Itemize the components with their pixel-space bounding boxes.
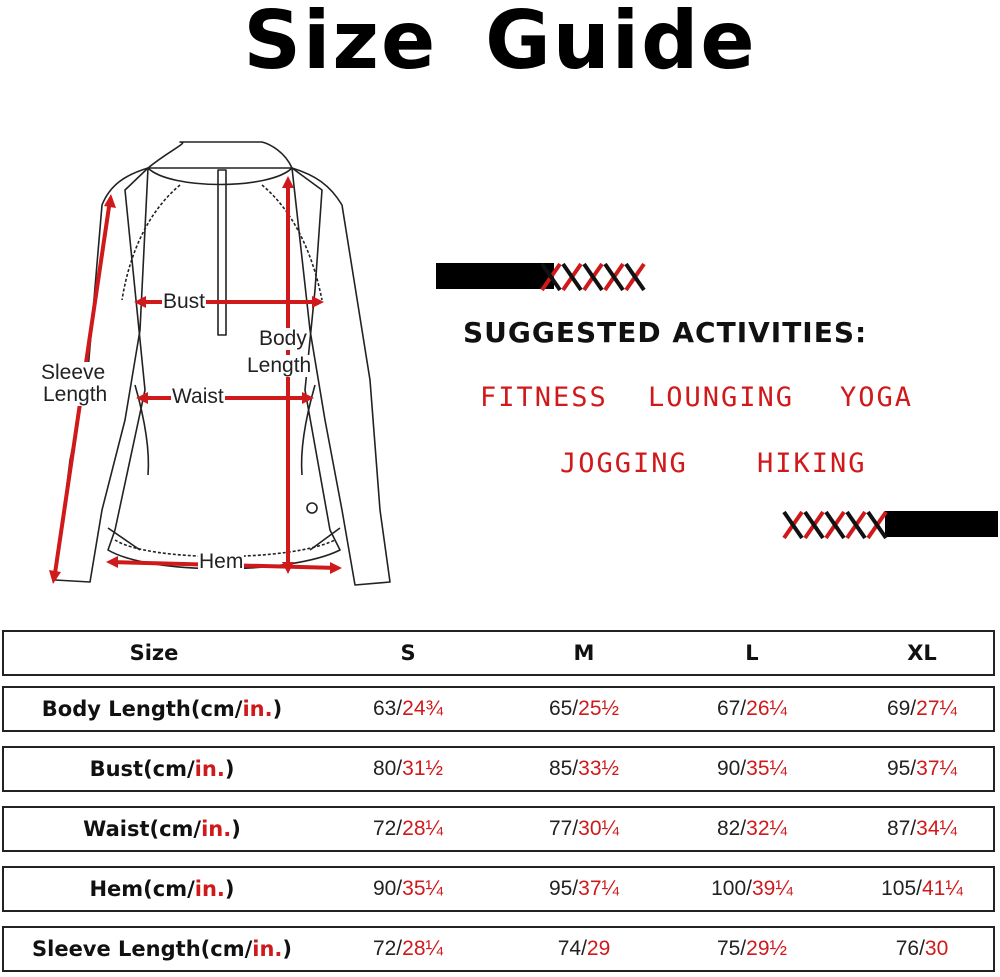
measurement-label-suffix: ): [224, 877, 235, 901]
stitch-x-icon: [563, 264, 581, 290]
activity-lounging: LOUNGING: [648, 382, 795, 413]
measurement-label-prefix: Sleeve Length(cm/: [32, 937, 253, 961]
activity-hiking: HIKING: [757, 448, 867, 479]
size-table-row: [2, 686, 995, 732]
inch-value: 28¼: [402, 817, 444, 840]
size-table-row: [2, 746, 995, 792]
cm-value: 67/: [716, 697, 747, 720]
measurement-label-unit: in.: [194, 757, 225, 781]
stitch-x-icon: [826, 512, 844, 538]
size-value-cell: [664, 688, 840, 730]
sleeve-length-label-top: Sleeve: [41, 361, 106, 384]
stitch-x-icon: [626, 264, 644, 290]
cm-value: 72/: [372, 937, 403, 960]
inch-value: 32¼: [746, 817, 788, 840]
cm-value: 75/: [716, 937, 747, 960]
measurement-label: [4, 868, 320, 910]
measurement-label-suffix: ): [224, 757, 235, 781]
inch-value: 37¼: [916, 757, 958, 780]
garment-diagram: [30, 130, 410, 600]
size-value-cell: [320, 928, 496, 970]
measurement-label-prefix: Bust(cm/: [89, 757, 195, 781]
measurement-label-unit: in.: [252, 937, 283, 961]
size-value-cell: [664, 748, 840, 790]
size-value-cell: [664, 808, 840, 850]
activity-fitness: FITNESS: [480, 382, 608, 413]
inch-value: 31½: [402, 757, 444, 780]
measurement-label: [4, 688, 320, 730]
size-value-cell: [834, 748, 1000, 790]
stitch-x-icon: [605, 264, 623, 290]
inch-value: 41¼: [922, 877, 963, 900]
cm-value: 80/: [372, 757, 403, 780]
size-value-cell: [496, 808, 672, 850]
cm-value: 77/: [548, 817, 579, 840]
size-value-cell: [496, 748, 672, 790]
size-value-cell: [834, 928, 1000, 970]
size-value-cell: [320, 748, 496, 790]
body-length-label-top: Body: [259, 327, 307, 350]
stitch-x-icon: [847, 512, 865, 538]
hem-label: Hem: [199, 550, 244, 573]
size-table-row: [2, 806, 995, 852]
inch-value: 34¼: [916, 817, 958, 840]
cm-value: 95/: [548, 877, 579, 900]
activity-jogging: JOGGING: [560, 448, 688, 479]
inch-value: 33½: [578, 757, 620, 780]
stitch-x-icon: [868, 512, 886, 538]
activities-heading: SUGGESTED ACTIVITIES:: [463, 316, 868, 349]
inch-value: 24¾: [402, 697, 444, 720]
measurement-label-unit: in.: [201, 817, 232, 841]
measurement-label-prefix: Body Length(cm/: [41, 697, 243, 721]
size-table-row: [2, 866, 995, 912]
cm-value: 100/: [711, 877, 752, 900]
stitch-x-icon: [805, 512, 823, 538]
inch-value: 37¼: [578, 877, 620, 900]
stitch-x-icon: [584, 264, 602, 290]
inch-value: 30¼: [578, 817, 620, 840]
bottom-stitch-bar-decoration: [780, 508, 1000, 542]
size-value-cell: [496, 688, 672, 730]
cm-value: 74/: [557, 937, 587, 960]
waist-label: Waist: [172, 385, 224, 408]
size-value-cell: [664, 928, 840, 970]
measurement-label-suffix: ): [231, 817, 241, 841]
sleeve-length-label-bottom: Length: [43, 383, 108, 406]
size-value-cell: [664, 868, 840, 910]
measurement-label-suffix: ): [282, 937, 292, 961]
measurement-label: [4, 808, 320, 850]
size-value-cell: [320, 868, 496, 910]
inch-value: 25½: [578, 697, 620, 720]
cm-value: 105/: [881, 877, 922, 900]
size-value-cell: [834, 688, 1000, 730]
cm-value: 76/: [895, 937, 925, 960]
measurement-label-prefix: Waist(cm/: [83, 817, 202, 841]
size-value-cell: [834, 808, 1000, 850]
measurement-label-unit: in.: [194, 877, 225, 901]
cm-value: 95/: [886, 757, 917, 780]
cm-value: 85/: [548, 757, 579, 780]
cm-value: 90/: [716, 757, 747, 780]
inch-value: 28¼: [402, 937, 444, 960]
size-header-label: Size: [129, 641, 179, 665]
inch-value: 27¼: [916, 697, 958, 720]
inch-value: 39¼: [752, 877, 793, 900]
inch-value: 29½: [746, 937, 788, 960]
measurement-label-suffix: ): [272, 697, 283, 721]
activity-yoga: YOGA: [840, 382, 914, 413]
inch-value: 35¼: [402, 877, 444, 900]
size-header-s: S: [400, 641, 416, 665]
size-header-xl: XL: [907, 641, 937, 665]
measurement-label: [4, 748, 320, 790]
size-value-cell: [320, 688, 496, 730]
bust-label: Bust: [163, 290, 206, 313]
cm-value: 87/: [886, 817, 917, 840]
cm-value: 82/: [716, 817, 747, 840]
inch-value: 26¼: [746, 697, 788, 720]
page-title: Size Guide: [243, 0, 757, 87]
body-length-label-bottom: Length: [247, 354, 312, 377]
size-table-header-row: [2, 630, 995, 676]
inch-value: 35¼: [746, 757, 788, 780]
size-value-cell: [320, 808, 496, 850]
size-header-m: M: [573, 641, 595, 665]
measurement-label: [4, 928, 320, 970]
cm-value: 90/: [372, 877, 403, 900]
size-table-row: [2, 926, 995, 972]
cm-value: 63/: [372, 697, 403, 720]
cm-value: 65/: [548, 697, 579, 720]
measurement-label-prefix: Hem(cm/: [89, 877, 195, 901]
measurement-label-unit: in.: [242, 697, 273, 721]
stitch-x-icon: [784, 512, 802, 538]
cm-value: 72/: [372, 817, 403, 840]
size-value-cell: [496, 868, 672, 910]
inch-value: 29: [586, 937, 611, 960]
inch-value: 30: [924, 937, 949, 960]
size-header-l: L: [745, 641, 759, 665]
size-value-cell: [834, 868, 1000, 910]
top-stitch-bar-decoration: [436, 260, 656, 294]
size-value-cell: [496, 928, 672, 970]
cm-value: 69/: [886, 697, 917, 720]
